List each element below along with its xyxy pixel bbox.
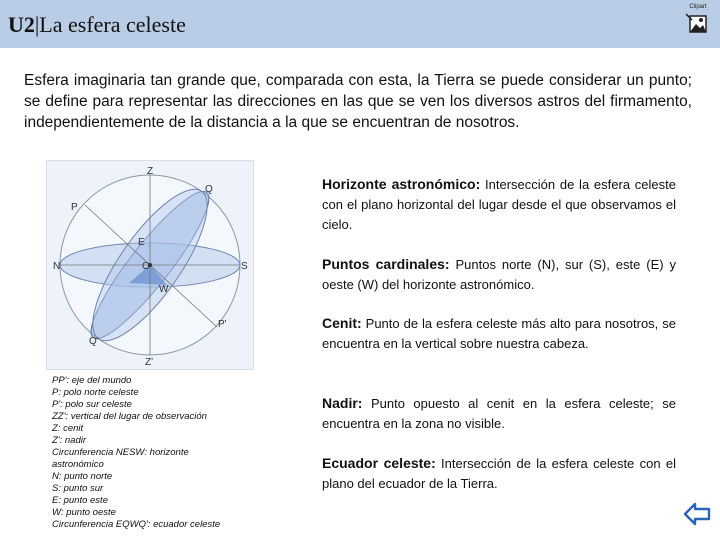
label-o: O [142,261,150,272]
legend-item: PP': eje del mundo [52,375,132,386]
definition-ecuador [322,453,676,494]
legend-item: E: punto este [52,495,108,506]
label-z: Z [147,166,154,177]
legend-item: S: punto sur [52,483,104,494]
label-q: Q [205,184,213,195]
label-p: P [71,202,78,213]
label-e: E [138,237,145,248]
intro-paragraph: Esfera imaginaria tan grande que, comparada con esta, la Tierra se puede considerar un punto; se define para representar las direcciones en las que se ven los diversos astros del firmamento, independientemente de la distancia a la que se encuentran de nosotros. [24,72,692,131]
definition-nadir [322,393,676,434]
definition-text: Puntos norte (N), sur (S), este (E) y oeste (W) del horizonte astronómico. [322,257,676,292]
diagram-legend [52,375,252,531]
legend-item: P': polo sur celeste [52,399,132,410]
legend-item: W: punto oeste [52,507,116,518]
label-s: S [241,261,248,272]
definition-cenit [322,313,676,354]
title-separator: | [34,12,40,37]
clipart-logo [684,4,712,38]
definition-text: Intersección de la esfera celeste con el plano del ecuador de la Tierra. [322,456,676,491]
definition-horizonte [322,174,676,235]
definition-term: Horizonte astronómico: [322,176,481,192]
clipart-icon [684,10,712,36]
header-bar [0,0,720,48]
legend-item: Circunferencia NESW: horizonte [52,447,189,458]
definition-term: Nadir: [322,395,363,411]
page-title [8,12,186,38]
title-text: La esfera celeste [39,12,186,37]
definition-term: Puntos cardinales: [322,256,450,272]
celestial-sphere-diagram [46,160,254,370]
definition-term: Ecuador celeste: [322,455,436,471]
legend-item: Z: cenit [52,423,84,434]
definition-text: Punto opuesto al cenit en la esfera celeste; se encuentra en la zona no visible. [322,396,676,431]
legend-item: astronómico [52,459,104,470]
definition-puntos-cardinales [322,254,676,295]
legend-item: Circunferencia EQWQ': ecuador celeste [52,519,221,530]
label-n: N [53,261,61,272]
definition-term: Cenit: [322,315,362,331]
back-arrow-icon [681,498,713,530]
label-w: W [159,284,169,295]
legend-item: ZZ': vertical del lugar de observación [52,411,207,422]
legend-item: P: polo norte celeste [52,387,139,398]
label-p-prime: P' [218,319,227,330]
definition-text: Intersección de la esfera celeste con el plano horizontal del lugar desde el que observamos el cielo. [322,177,676,232]
legend-item: Z': nadir [52,435,87,446]
definition-text: Punto de la esfera celeste más alto para nosotros, se encuentra en la vertical sobre nuestra cabeza. [322,316,676,351]
logo-text: Clipart [689,4,707,10]
label-z-prime: Z' [145,357,154,368]
legend-item: N: punto norte [52,471,113,482]
label-q-prime: Q' [89,336,99,347]
back-button[interactable] [681,498,713,530]
unit-label: U2 [8,12,35,37]
